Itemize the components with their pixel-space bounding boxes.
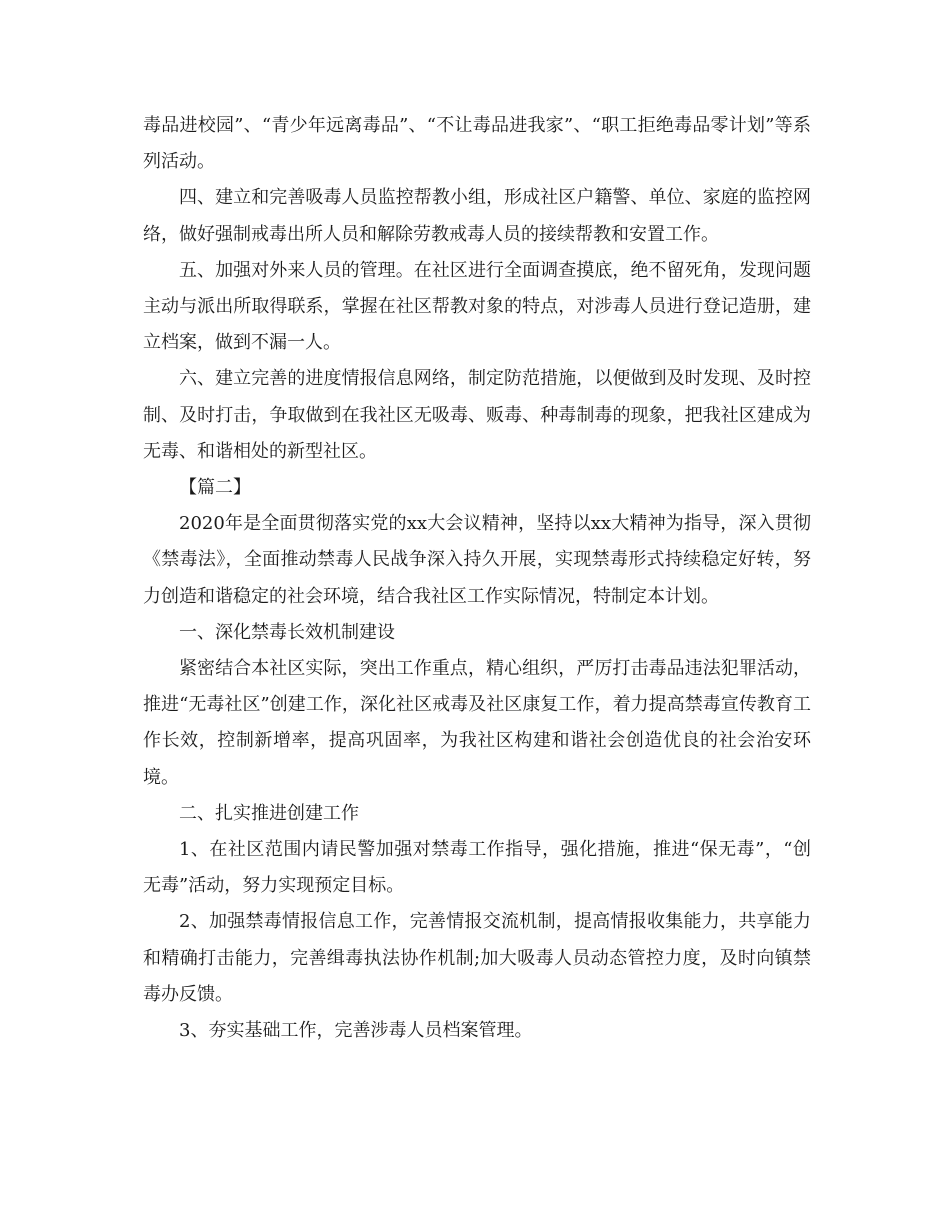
paragraph-intro: 2020年是全面贯彻落实党的xx大会议精神，坚持以xx大精神为指导，深入贯彻《禁毒法》，全面推动禁毒人民战争深入持久开展，实现禁毒形式持续稳定好转，努力创造和谐稳定的社会环境，结合我社区工作实际情况，特制定本计划。 [143, 513, 811, 607]
section-heading-part-two: 【篇二】 [179, 477, 251, 499]
heading-one: 一、深化禁毒长效机制建设 [179, 621, 395, 643]
paragraph-item-four: 四、建立和完善吸毒人员监控帮教小组，形成社区户籍警、单位、家庭的监控网络，做好强制戒毒出所人员和解除劳教戒毒人员的接续帮教和安置工作。 [143, 187, 811, 245]
paragraph-continuation: 毒品进校园”、“青少年远离毒品”、“不让毒品进我家”、“职工拒绝毒品零计划”等系列活动。 [143, 115, 811, 173]
paragraph-item-five: 五、加强对外来人员的管理。在社区进行全面调查摸底，绝不留死角，发现问题主动与派出所取得联系，掌握在社区帮教对象的特点，对涉毒人员进行登记造册，建立档案，做到不漏一人。 [143, 259, 811, 354]
paragraph-one-body: 紧密结合本社区实际，突出工作重点，精心组织，严厉打击毒品违法犯罪活动，推进“无毒社区”创建工作，深化社区戒毒及社区康复工作，着力提高禁毒宣传教育工作长效，控制新增率，提高巩固率，为我社区构建和谐社会创造优良的社会治安环境。 [143, 658, 811, 788]
list-item-3: 3、夯实基础工作，完善涉毒人员档案管理。 [179, 1020, 533, 1042]
list-item-1: 1、在社区范围内请民警加强对禁毒工作指导，强化措施，推进“保无毒”，“创无毒”活动，努力实现预定目标。 [143, 839, 811, 897]
heading-two: 二、扎实推进创建工作 [179, 802, 359, 824]
document-body [143, 108, 811, 1049]
paragraph-item-six: 六、建立完善的进度情报信息网络，制定防范措施，以便做到及时发现、及时控制、及时打击，争取做到在我社区无吸毒、贩毒、种毒制毒的现象，把我社区建成为无毒、和谐相处的新型社区。 [143, 368, 811, 462]
list-item-2: 2、加强禁毒情报信息工作，完善情报交流机制，提高情报收集能力，共享能力和精确打击能力，完善缉毒执法协作机制;加大吸毒人员动态管控力度，及时向镇禁毒办反馈。 [143, 911, 811, 1005]
